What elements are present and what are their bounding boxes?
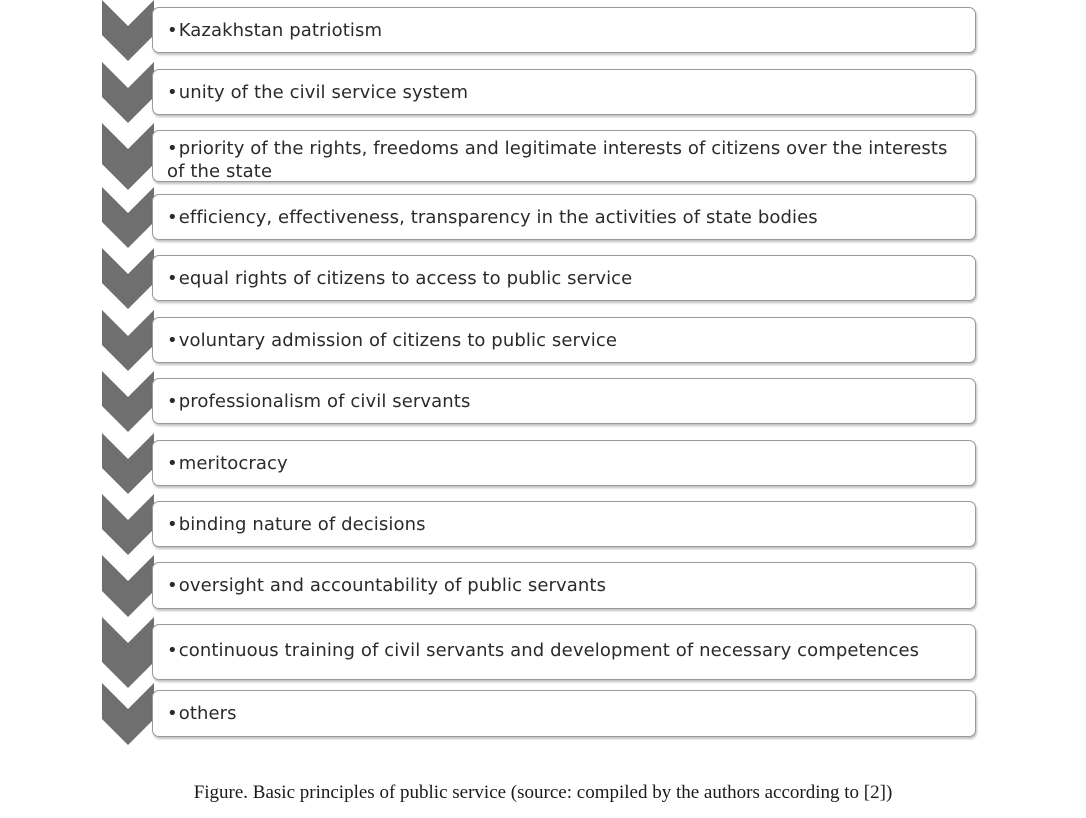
bullet-icon: •	[167, 453, 178, 474]
principle-box	[152, 130, 976, 182]
principle-label: efficiency, effectiveness, transparency in the activities of state bodies	[178, 207, 818, 228]
chevron-arrow	[102, 617, 154, 688]
principle-label: meritocracy	[178, 453, 288, 474]
chevron-arrow	[102, 0, 154, 61]
principle-box	[152, 624, 976, 680]
chevron-arrow	[102, 494, 154, 555]
chevron-arrow	[102, 371, 154, 432]
principle-box	[152, 562, 976, 609]
chevron-column	[0, 0, 160, 770]
principle-box	[152, 7, 976, 53]
principle-label: voluntary admission of citizens to public service	[178, 330, 618, 351]
bullet-icon: •	[167, 575, 178, 596]
bullet-icon: •	[167, 640, 178, 661]
principle-box	[152, 194, 976, 240]
chevron-arrow	[102, 62, 154, 123]
principle-label: binding nature of decisions	[178, 514, 426, 535]
principle-label: others	[178, 703, 237, 724]
principle-box	[152, 378, 976, 424]
chevron-arrow	[102, 433, 154, 494]
principle-box	[152, 69, 976, 115]
bullet-icon: •	[167, 20, 178, 41]
principle-box	[152, 317, 976, 363]
principle-label: Kazakhstan patriotism	[178, 20, 383, 41]
principle-label: oversight and accountability of public servants	[178, 575, 607, 596]
bullet-icon: •	[167, 268, 178, 289]
bullet-icon: •	[167, 514, 178, 535]
chevron-arrow	[102, 248, 154, 309]
principle-box	[152, 255, 976, 301]
bullet-icon: •	[167, 207, 178, 228]
chevron-arrow	[102, 123, 154, 190]
principle-label: priority of the rights, freedoms and legitimate interests of citizens over the interests of the state	[167, 138, 948, 182]
principle-label: professionalism of civil servants	[178, 391, 471, 412]
bullet-icon: •	[167, 82, 178, 103]
bullet-icon: •	[167, 703, 178, 724]
bullet-icon: •	[167, 330, 178, 351]
principle-box	[152, 690, 976, 737]
principle-label: continuous training of civil servants and development of necessary competences	[178, 640, 920, 661]
figure-caption: Figure. Basic principles of public service (source: compiled by the authors according to [2])	[193, 782, 893, 803]
chevron-arrow	[102, 187, 154, 248]
chevron-arrow	[102, 555, 154, 617]
bullet-icon: •	[167, 138, 178, 159]
principle-box	[152, 501, 976, 547]
chevron-arrow	[102, 310, 154, 371]
principle-label: unity of the civil service system	[178, 82, 469, 103]
principle-label: equal rights of citizens to access to public service	[178, 268, 633, 289]
principle-box	[152, 440, 976, 486]
bullet-icon: •	[167, 391, 178, 412]
chevron-arrow	[102, 683, 154, 745]
